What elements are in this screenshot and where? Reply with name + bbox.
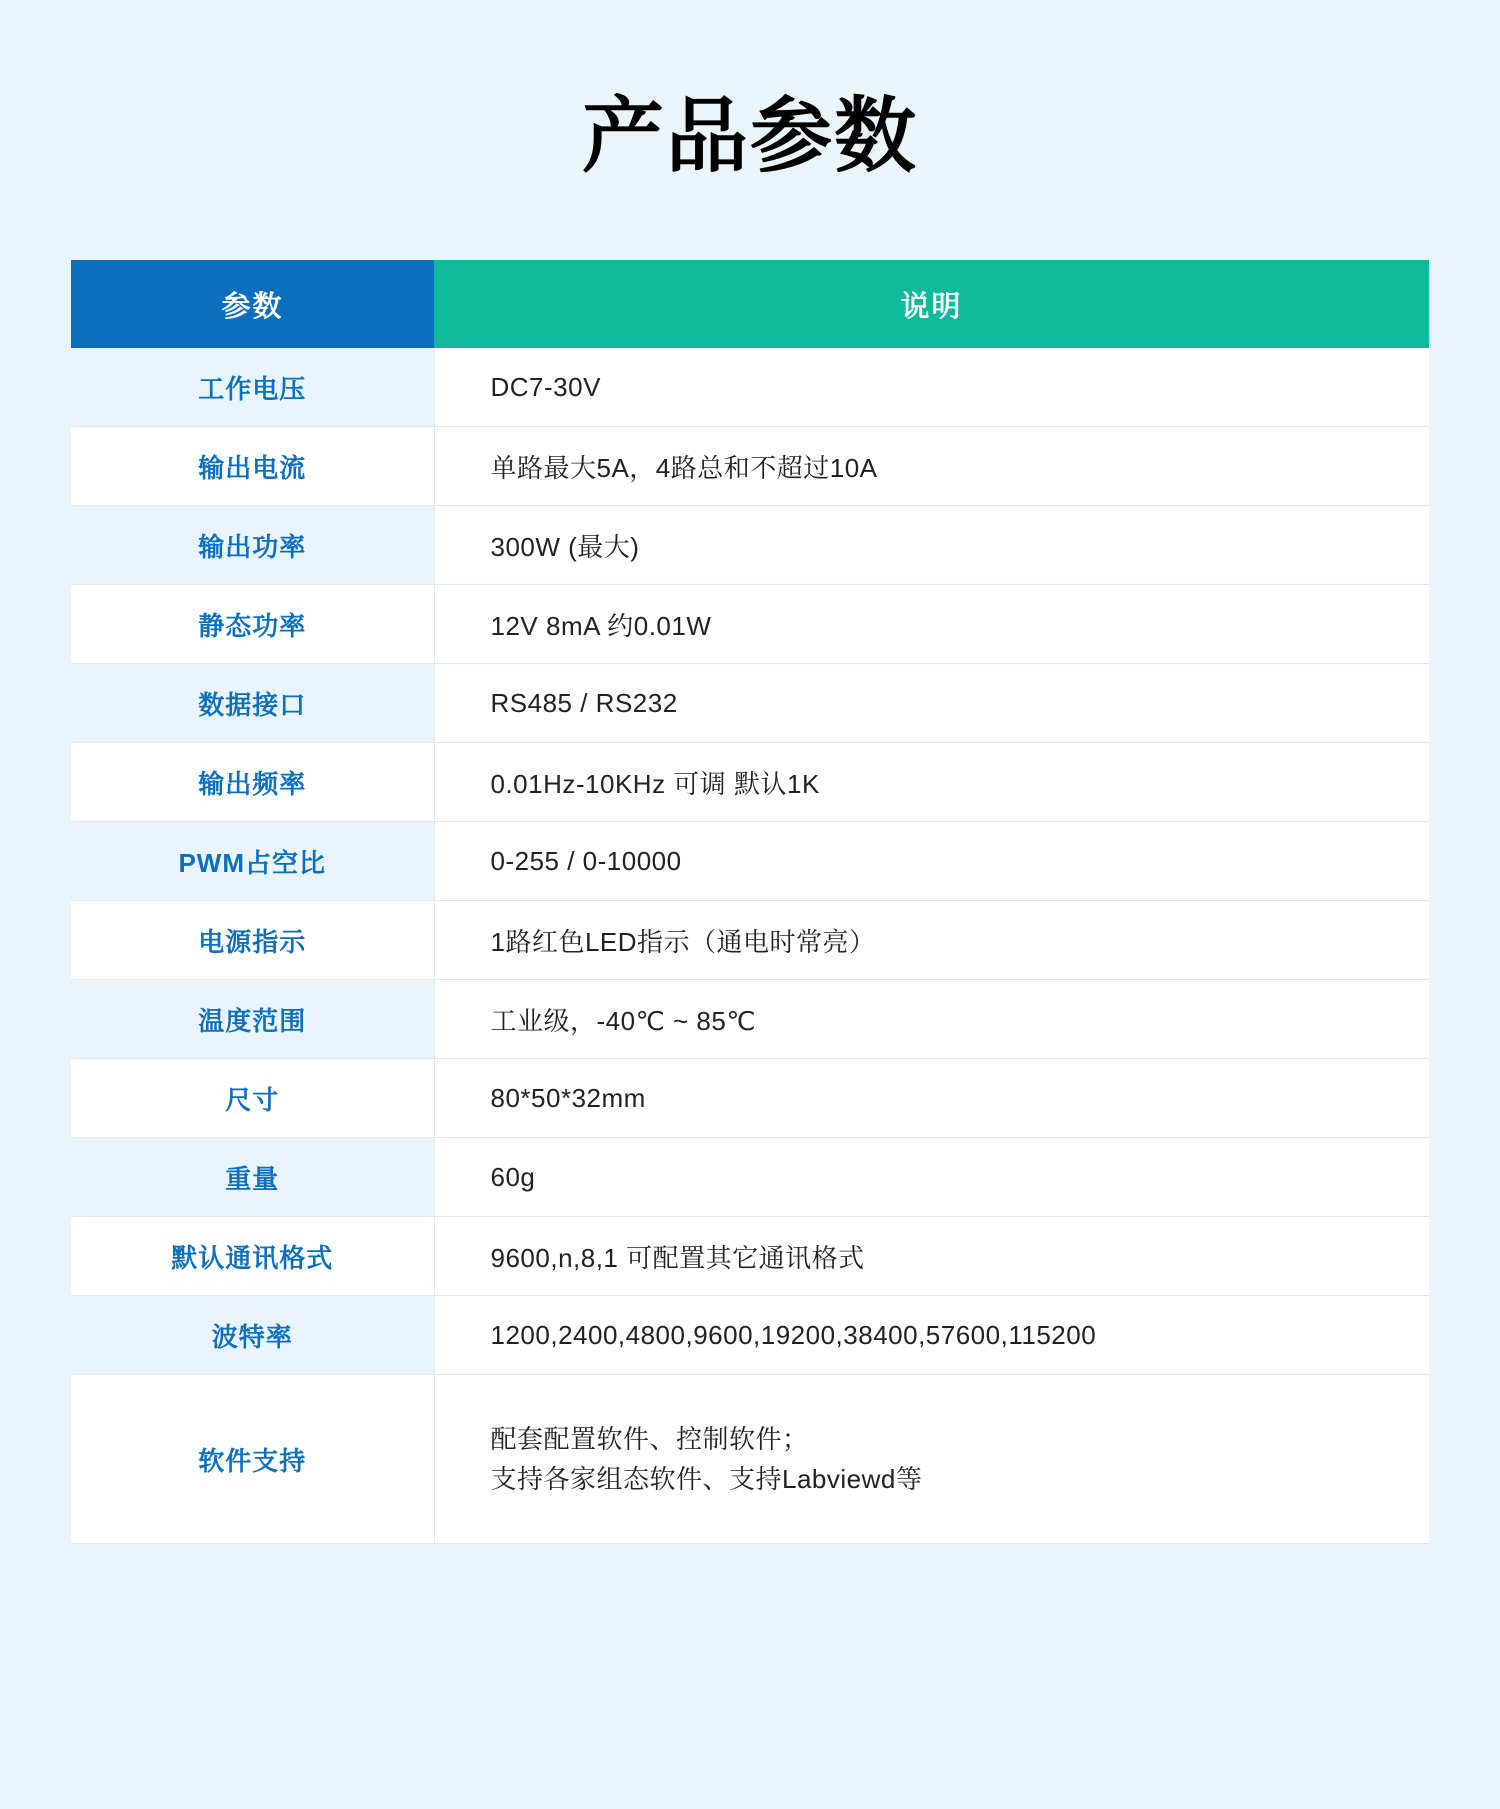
row-param: 波特率: [71, 1296, 434, 1375]
row-param: 工作电压: [71, 348, 434, 427]
row-desc: 1200,2400,4800,9600,19200,38400,57600,115200: [434, 1296, 1429, 1375]
row-desc: 60g: [434, 1138, 1429, 1217]
column-header-desc: 说明: [434, 260, 1429, 348]
row-desc: 300W (最大): [434, 506, 1429, 585]
row-desc: [434, 1375, 1429, 1544]
row-param: 温度范围: [71, 980, 434, 1059]
row-desc: 0.01Hz-10KHz 可调 默认1K: [434, 743, 1429, 822]
row-param: 静态功率: [71, 585, 434, 664]
row-desc: 1路红色LED指示（通电时常亮）: [434, 901, 1429, 980]
row-param: 输出电流: [71, 427, 434, 506]
column-header-param: 参数: [71, 260, 434, 348]
table-header: [71, 260, 1429, 348]
row-param: 尺寸: [71, 1059, 434, 1138]
table-header-row: [71, 260, 1429, 348]
row-desc-line-2: 支持各家组态软件、支持Labviewd等: [490, 1464, 923, 1495]
table-row: [71, 822, 1429, 901]
table-row: [71, 664, 1429, 743]
table-row: [71, 1138, 1429, 1217]
row-param: 输出功率: [71, 506, 434, 585]
row-param: 电源指示: [71, 901, 434, 980]
table-row: [71, 1059, 1429, 1138]
row-desc: 单路最大5A，4路总和不超过10A: [434, 427, 1429, 506]
row-param: 重量: [71, 1138, 434, 1217]
row-desc: 工业级，-40℃ ~ 85℃: [434, 980, 1429, 1059]
row-desc: 12V 8mA 约0.01W: [434, 585, 1429, 664]
table-row: [71, 743, 1429, 822]
table-row: [71, 585, 1429, 664]
row-desc: RS485 / RS232: [434, 664, 1429, 743]
row-desc: 9600,n,8,1 可配置其它通讯格式: [434, 1217, 1429, 1296]
row-param: 默认通讯格式: [71, 1217, 434, 1296]
page-title: 产品参数: [581, 91, 918, 182]
table-row: [71, 1217, 1429, 1296]
table-row: [71, 901, 1429, 980]
table-row: [71, 980, 1429, 1059]
row-param: PWM占空比: [71, 822, 434, 901]
table-row: [71, 427, 1429, 506]
spec-table: [71, 260, 1429, 1544]
row-desc-line-1: 配套配置软件、控制软件；: [490, 1423, 809, 1454]
spec-table-container: [71, 260, 1429, 1544]
table-row: [71, 1375, 1429, 1544]
table-row: [71, 1296, 1429, 1375]
row-param: 软件支持: [71, 1375, 434, 1544]
table-row: [71, 506, 1429, 585]
row-param: 输出频率: [71, 743, 434, 822]
row-desc: 0-255 / 0-10000: [434, 822, 1429, 901]
row-desc: 80*50*32mm: [434, 1059, 1429, 1138]
row-desc: DC7-30V: [434, 348, 1429, 427]
row-param: 数据接口: [71, 664, 434, 743]
table-row: [71, 348, 1429, 427]
table-body: [71, 348, 1429, 1544]
